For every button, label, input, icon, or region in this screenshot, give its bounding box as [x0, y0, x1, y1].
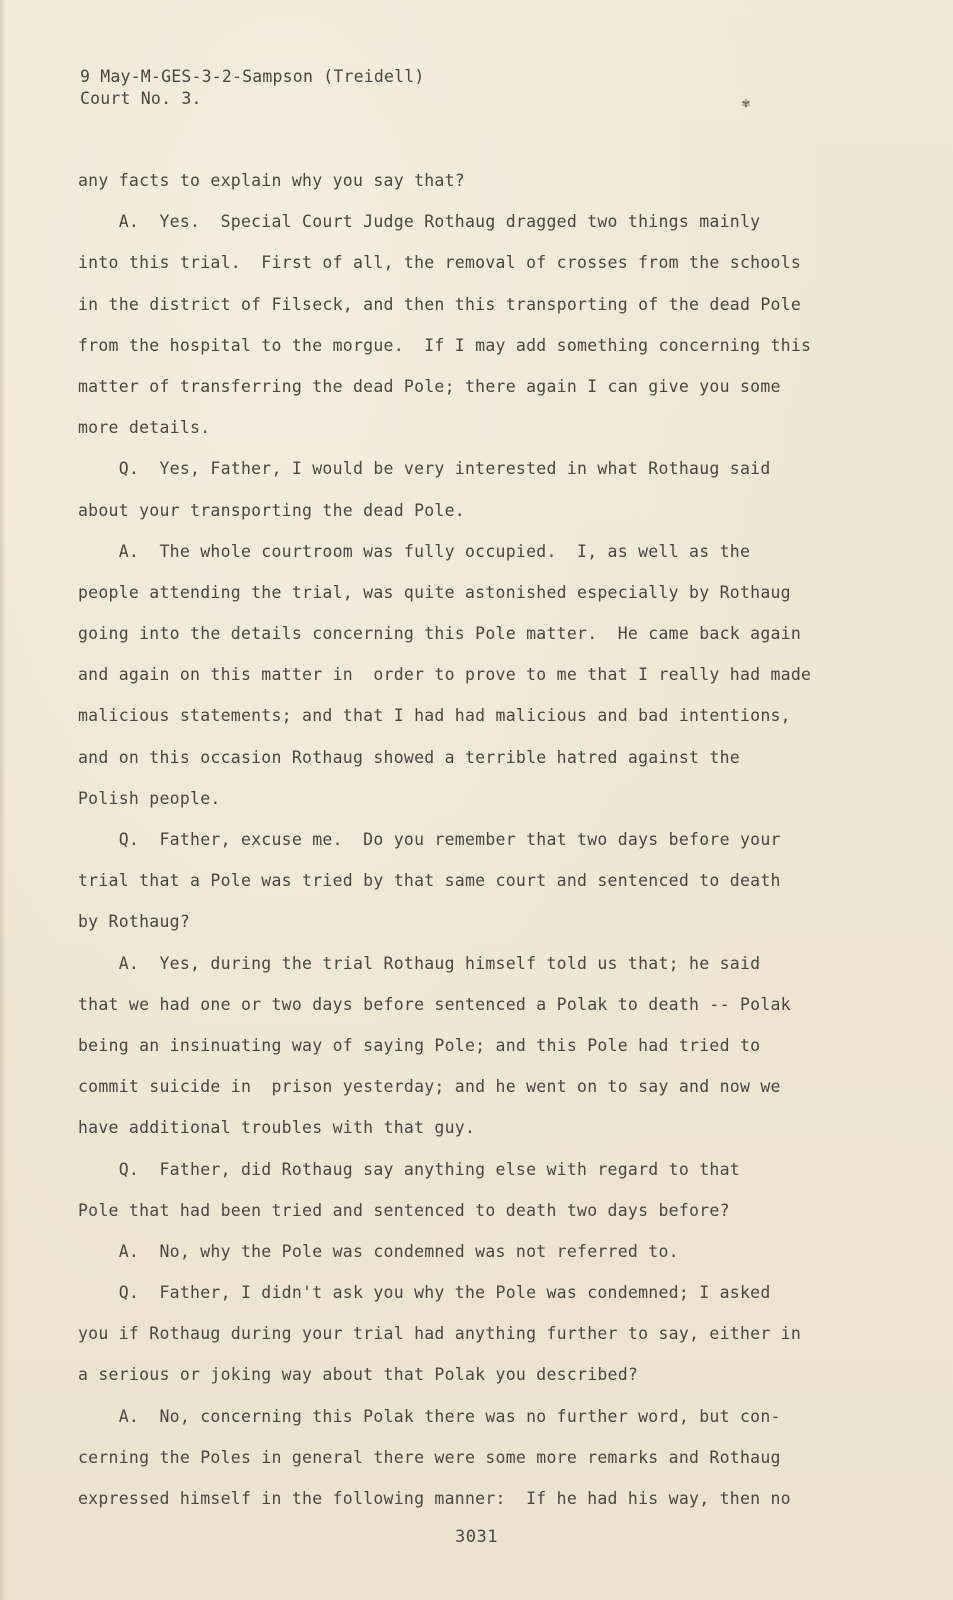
- transcript-line: people attending the trial, was quite astonished especially by Rothaug: [78, 582, 791, 602]
- transcript-line: going into the details concerning this Pole matter. He came back again: [78, 624, 802, 644]
- transcript-line: Pole that had been tried and sentenced to death two days before?: [78, 1200, 730, 1220]
- transcript-line: have additional troubles with that guy.: [78, 1118, 476, 1138]
- transcript-line: and again on this matter in order to prove to me that I really had made: [78, 665, 812, 685]
- transcript-line: A. No, why the Pole was condemned was not referred to.: [78, 1241, 679, 1261]
- transcript-line: and on this occasion Rothaug showed a terrible hatred against the: [78, 747, 740, 767]
- header-reference-line: 9 May-M-GES-3-2-Sampson (Treidell): [80, 67, 425, 86]
- transcript-line: A. Yes. Special Court Judge Rothaug dragged two things mainly: [78, 212, 761, 232]
- transcript-line: a serious or joking way about that Polak you described?: [78, 1365, 639, 1385]
- transcript-line: being an insinuating way of saying Pole; and this Pole had tried to: [78, 1035, 761, 1055]
- transcript-line: A. Yes, during the trial Rothaug himself told us that; he said: [78, 953, 761, 973]
- transcript-line: Q. Father, excuse me. Do you remember that two days before your: [78, 830, 781, 849]
- transcript-line: Polish people.: [78, 788, 221, 808]
- transcript-line: from the hospital to the morgue. If I may add something concerning this: [78, 335, 812, 355]
- transcript-line: expressed himself in the following manner: If he had his way, then no: [78, 1489, 791, 1508]
- transcript-line: malicious statements; and that I had had malicious and bad intentions,: [78, 706, 791, 726]
- transcript-line: in the district of Filseck, and then this transporting of the dead Pole: [78, 294, 802, 314]
- transcript-line: trial that a Pole was tried by that same court and sentenced to death: [78, 871, 781, 891]
- transcript-line: any facts to explain why you say that?: [78, 171, 465, 190]
- stamp-mark-icon: ✾: [742, 96, 750, 111]
- transcript-line: by Rothaug?: [78, 912, 191, 932]
- page-number: 3031: [455, 1527, 498, 1547]
- transcript-line: more details.: [78, 418, 211, 438]
- transcript-line: that we had one or two days before sentenced a Polak to death -- Polak: [78, 994, 791, 1014]
- transcript-line: Q. Father, did Rothaug say anything else with regard to that: [78, 1159, 740, 1179]
- transcript-line: you if Rothaug during your trial had anything further to say, either in: [78, 1324, 802, 1344]
- transcript-line: commit suicide in prison yesterday; and he went on to say and now we: [78, 1077, 781, 1097]
- transcript-line: matter of transferring the dead Pole; there again I can give you some: [78, 376, 781, 396]
- transcript-line: A. No, concerning this Polak there was no further word, but con-: [78, 1406, 781, 1426]
- transcript-line: A. The whole courtroom was fully occupied. I, as well as the: [78, 541, 751, 561]
- document-header: [80, 66, 425, 110]
- transcript-body: [78, 170, 818, 1529]
- transcript-line: Q. Father, I didn't ask you why the Pole was condemned; I asked: [78, 1283, 771, 1303]
- transcript-line: cerning the Poles in general there were some more remarks and Rothaug: [78, 1447, 781, 1467]
- transcript-line: Q. Yes, Father, I would be very interested in what Rothaug said: [78, 459, 771, 479]
- page-edge-shadow: [0, 0, 6, 1600]
- header-court-line: Court No. 3.: [80, 89, 202, 108]
- transcript-line: into this trial. First of all, the removal of crosses from the schools: [78, 253, 802, 273]
- transcript-line: about your transporting the dead Pole.: [78, 500, 465, 520]
